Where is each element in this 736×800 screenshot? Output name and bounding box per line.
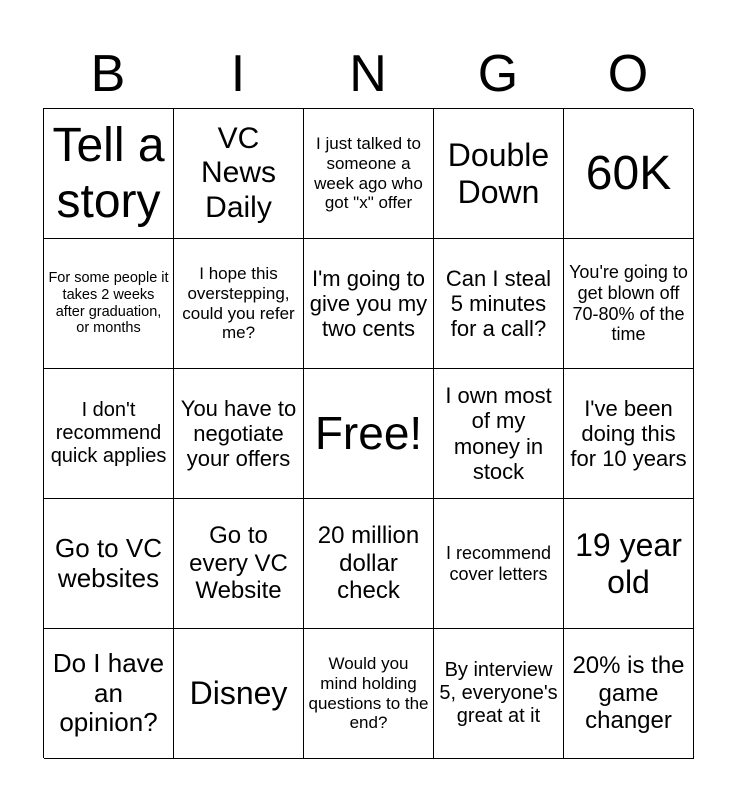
cell-text: 20% is the game changer: [572, 652, 685, 735]
bingo-cell-r3c5[interactable]: [564, 369, 694, 499]
cell-text: By interview 5, everyone's great at it: [439, 659, 558, 727]
bingo-cell-r4c5[interactable]: [564, 499, 694, 629]
header-letter-i: I: [230, 45, 246, 103]
bingo-cell-r4c4[interactable]: [434, 499, 564, 629]
cell-text: Go to VC websites: [55, 532, 162, 593]
cell-text: I recommend cover letters: [445, 542, 552, 584]
bingo-cell-r5c2[interactable]: [174, 629, 304, 759]
bingo-cell-r2c5[interactable]: [564, 239, 694, 369]
bingo-cell-r2c3[interactable]: [304, 239, 434, 369]
cell-text: Double Down: [447, 136, 550, 210]
cell-text: Can I steal 5 minutes for a call?: [445, 265, 552, 342]
cell-text: I hope this overstepping, could you refer me?: [182, 264, 295, 343]
bingo-cell-r2c4[interactable]: [434, 239, 564, 369]
cell-text: For some people it takes 2 weeks after graduation, or months: [48, 270, 169, 337]
cell-text: Would you mind holding questions to the end?: [308, 654, 429, 733]
cell-text: 60K: [585, 146, 672, 200]
bingo-cell-r1c1[interactable]: [44, 109, 174, 239]
bingo-cell-r1c2[interactable]: [174, 109, 304, 239]
cell-text: I don't recommend quick applies: [50, 399, 167, 467]
bingo-cell-r4c2[interactable]: [174, 499, 304, 629]
cell-text: You're going to get blown off 70-80% of the time: [569, 262, 688, 345]
header-letter-o: O: [607, 45, 649, 103]
bingo-cell-free[interactable]: [304, 369, 434, 499]
header-letter-n: N: [349, 45, 387, 103]
cell-text: I just talked to someone a week ago who got "x" offer: [314, 134, 423, 213]
cell-text: 20 million dollar check: [317, 522, 420, 605]
cell-text: Do I have an opinion?: [52, 647, 165, 738]
cell-text: Tell a story: [52, 119, 165, 228]
bingo-cell-r1c3[interactable]: [304, 109, 434, 239]
bingo-cell-r3c1[interactable]: [44, 369, 174, 499]
cell-text: 19 year old: [575, 526, 682, 600]
bingo-cell-r1c4[interactable]: [434, 109, 564, 239]
cell-text: I own most of my money in stock: [445, 382, 552, 484]
bingo-cell-r2c1[interactable]: [44, 239, 174, 369]
bingo-cell-r5c4[interactable]: [434, 629, 564, 759]
bingo-board: [43, 108, 693, 758]
cell-text: VC News Daily: [200, 121, 276, 224]
bingo-cell-r5c3[interactable]: [304, 629, 434, 759]
bingo-cell-r4c3[interactable]: [304, 499, 434, 629]
cell-text: I've been doing this for 10 years: [570, 395, 687, 472]
bingo-cell-r3c4[interactable]: [434, 369, 564, 499]
cell-text: Go to every VC Website: [189, 522, 288, 605]
bingo-cell-r4c1[interactable]: [44, 499, 174, 629]
bingo-cell-r5c5[interactable]: [564, 629, 694, 759]
bingo-cell-r3c2[interactable]: [174, 369, 304, 499]
cell-text: You have to negotiate your offers: [180, 395, 297, 472]
bingo-cell-r5c1[interactable]: [44, 629, 174, 759]
bingo-header: [43, 40, 693, 108]
bingo-cell-r1c5[interactable]: [564, 109, 694, 239]
cell-text: I'm going to give you my two cents: [309, 265, 428, 342]
header-letter-g: G: [477, 45, 519, 103]
free-space-text: Free!: [314, 407, 423, 460]
bingo-cell-r2c2[interactable]: [174, 239, 304, 369]
cell-text: Disney: [189, 675, 288, 712]
header-letter-b: B: [90, 45, 126, 103]
